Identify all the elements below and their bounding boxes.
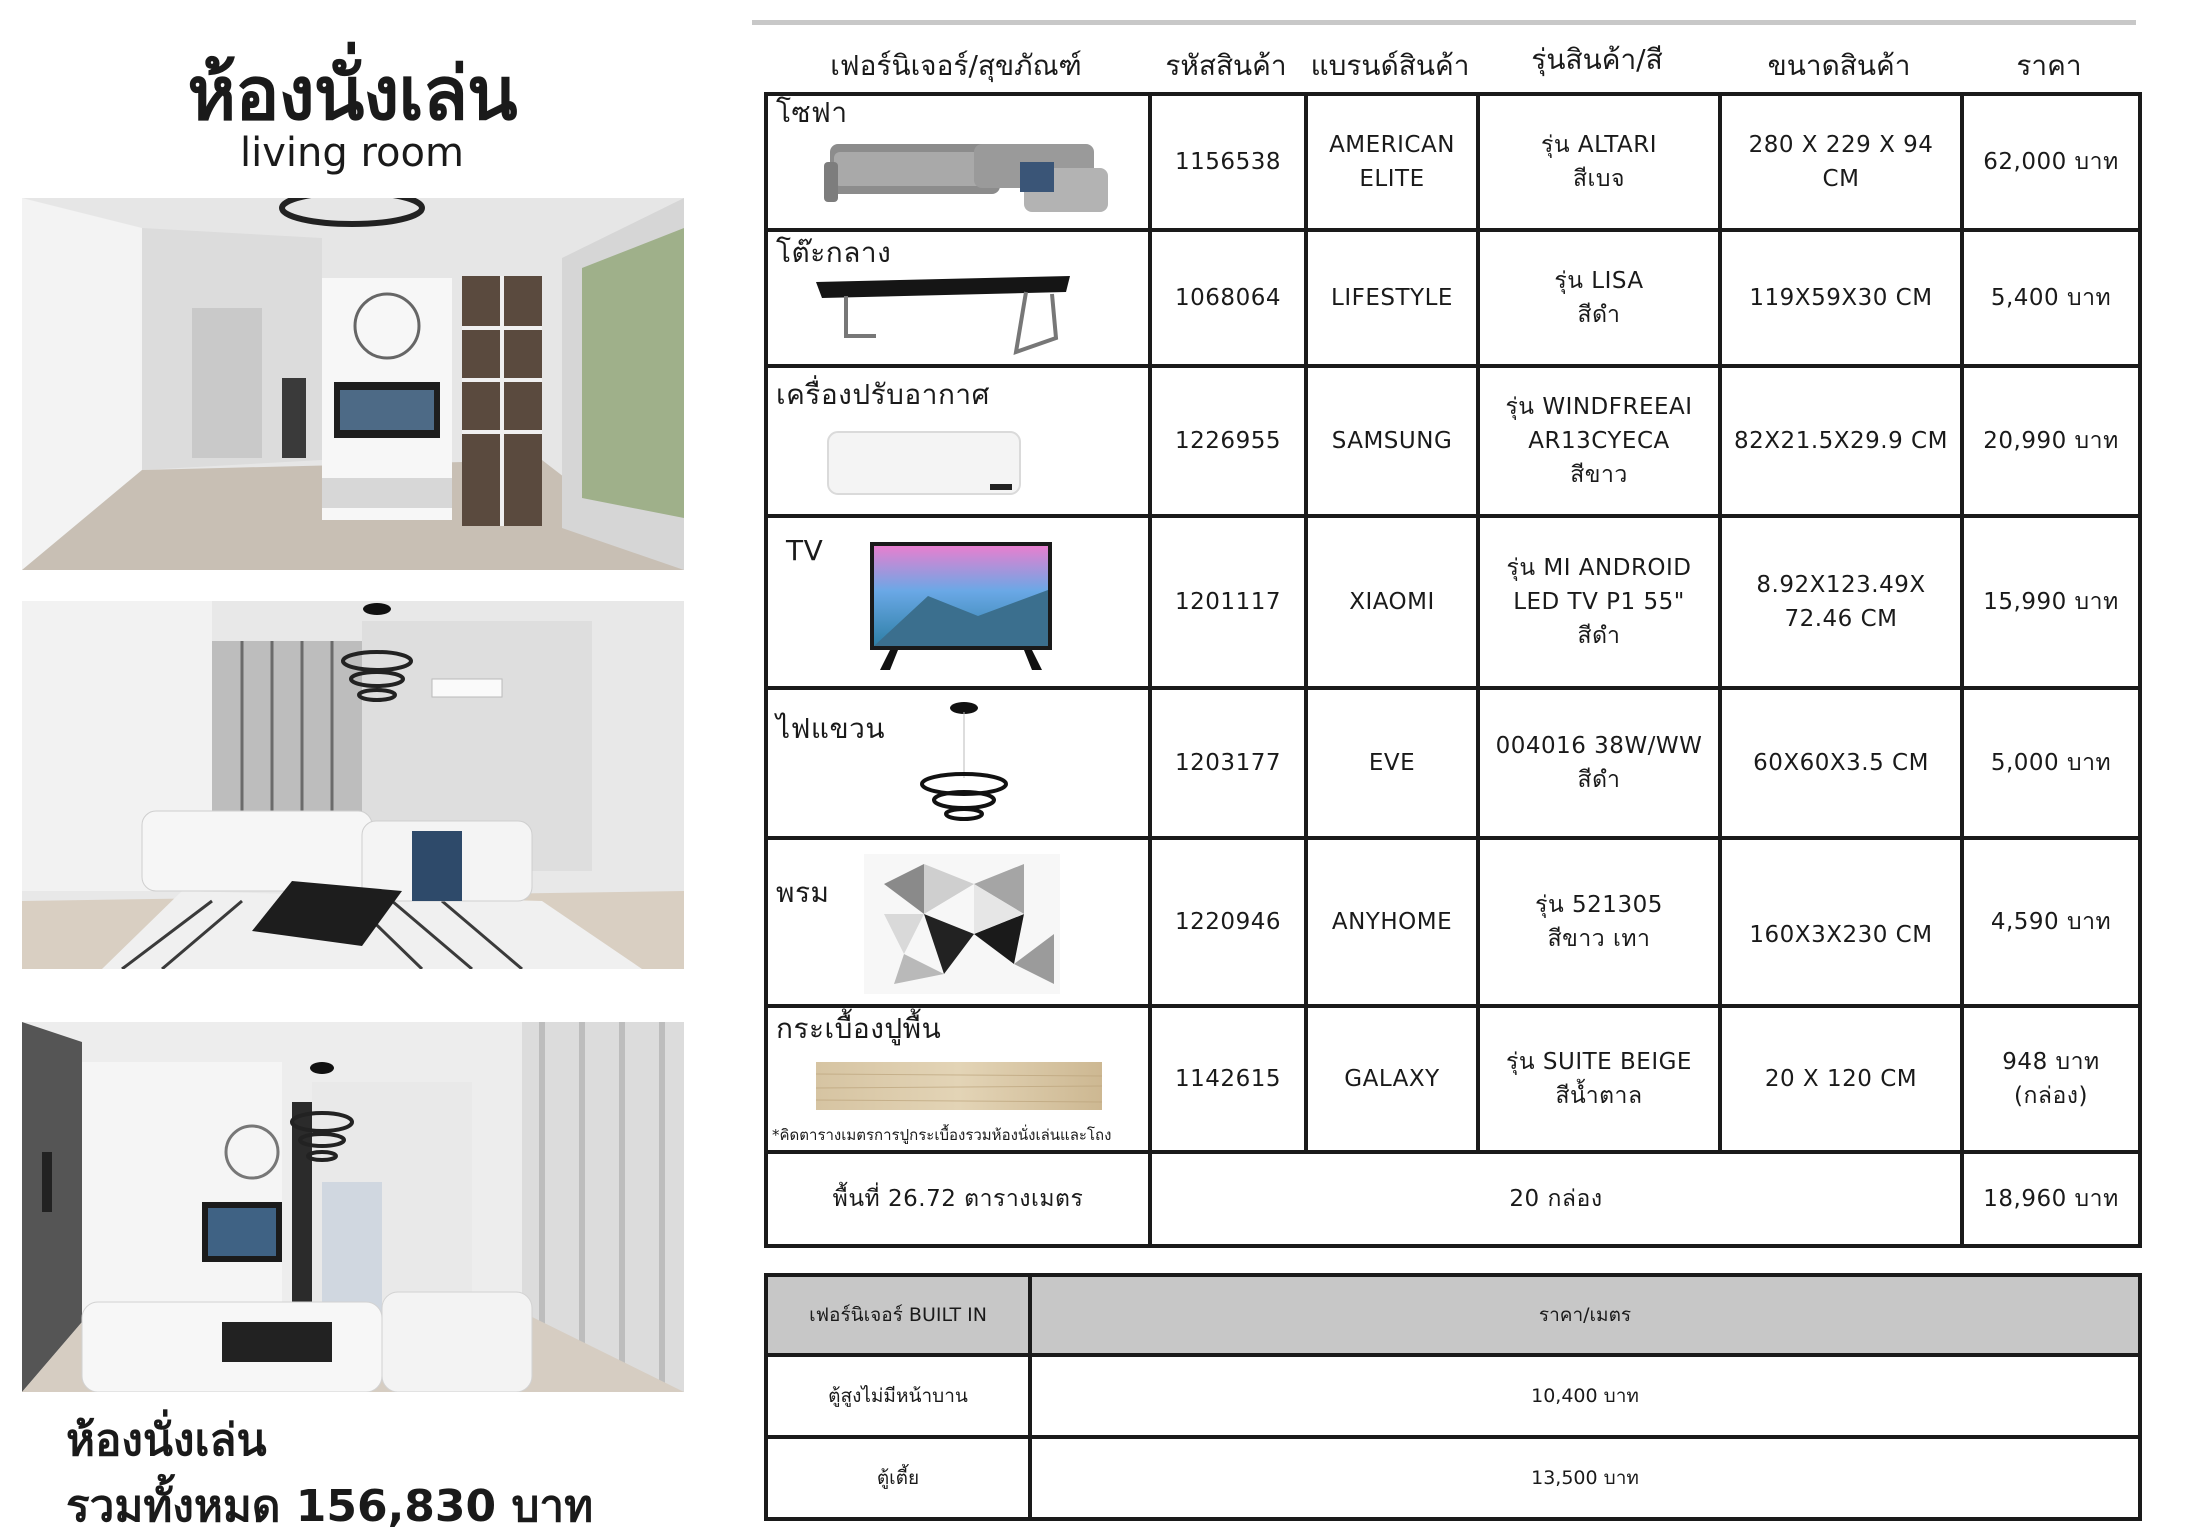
brand-cell: LIFESTYLE [1306,230,1478,366]
model-line: รุ่น ALTARI [1540,132,1658,158]
item-name: โต๊ะกลาง [776,236,892,269]
size-line: 72.46 CM [1784,606,1898,632]
model-cell [1478,230,1720,366]
rug-image [864,854,1060,994]
room-photo-tv-wall [22,198,684,570]
product-code: 1156538 [1150,94,1306,230]
price-cell [1962,1006,2140,1152]
price-cell: 15,990 บาท [1962,516,2140,688]
builtin-header-item: เฟอร์นิเจอร์ BUILT IN [766,1275,1030,1355]
item-cell [766,516,1150,688]
size-cell [1720,94,1962,230]
builtin-header-row [766,1275,2140,1355]
room-photo-sofa [22,601,684,969]
item-cell [766,838,1150,1006]
floor-tile-image [816,1062,1102,1112]
col-header-price: ราคา [2016,49,2082,82]
page-subtitle: living room [240,130,464,176]
model-cell [1478,1006,1720,1152]
room-total [66,1408,593,1540]
price-cell: 5,000 บาท [1962,688,2140,838]
sofa-image [824,122,1114,222]
model-line: รุ่น MI ANDROID [1506,555,1692,581]
tile-note: *คิดตารางเมตรการปูกระเบื้องรวมห้องนั่งเล่นและโถง [772,1126,1112,1144]
brand-line: AMERICAN [1329,132,1455,158]
brand-cell: SAMSUNG [1306,366,1478,516]
model-cell [1478,94,1720,230]
item-cell [766,688,1150,838]
pendant-lamp-image [908,698,1018,828]
builtin-row [766,1355,2140,1437]
table-row-floor-tile [766,1006,2140,1152]
table-row-area-summary [766,1152,2140,1246]
model-line: สีขาว [1570,462,1628,488]
area-price: 18,960 บาท [1962,1152,2140,1246]
page-title: ห้องนั่งเล่น [187,51,517,137]
price-line: 948 บาท [2002,1049,2100,1075]
product-code: 1203177 [1150,688,1306,838]
model-cell [1478,366,1720,516]
size-cell: 160X3X230 CM [1720,838,1962,1006]
model-line: สีเบจ [1573,166,1625,192]
price-line: (กล่อง) [2013,1083,2088,1109]
item-cell [766,230,1150,366]
table-row-tv [766,516,2140,688]
model-cell [1478,516,1720,688]
brand-cell: GALAXY [1306,1006,1478,1152]
size-cell: 119X59X30 CM [1720,230,1962,366]
product-code: 1068064 [1150,230,1306,366]
model-line: 004016 38W/WW [1495,733,1703,759]
size-cell: 60X60X3.5 CM [1720,688,1962,838]
furniture-table [764,92,2142,1248]
builtin-item: ตู้เตี้ย [766,1437,1030,1519]
item-cell [766,366,1150,516]
price-cell: 20,990 บาท [1962,366,2140,516]
coffee-table-image [816,272,1070,358]
brand-cell: XIAOMI [1306,516,1478,688]
model-line: สีดำ [1577,767,1621,793]
room-photo-perspective [22,1022,684,1392]
brand-cell: EVE [1306,688,1478,838]
model-line: AR13CYECA [1528,428,1670,454]
item-cell [766,1006,1150,1152]
area-quantity: 20 กล่อง [1150,1152,1962,1246]
price-cell: 5,400 บาท [1962,230,2140,366]
model-line: สีขาว เทา [1547,926,1651,952]
tv-image [868,540,1054,674]
col-header-model: รุ่นสินค้า/สี [1531,43,1663,76]
air-conditioner-image [826,430,1022,498]
top-divider [752,20,2136,25]
size-cell [1720,516,1962,688]
table-row-coffee-table [766,230,2140,366]
model-cell [1478,838,1720,1006]
product-code: 1220946 [1150,838,1306,1006]
item-name: โซฟา [776,96,848,129]
model-line: สีดำ [1577,302,1621,328]
table-row-air-conditioner [766,366,2140,516]
summary-total-price: รวมทั้งหมด 156,830 บาท [66,1481,594,1532]
size-cell: 82X21.5X29.9 CM [1720,366,1962,516]
builtin-header-price: ราคา/เมตร [1030,1275,2140,1355]
item-name: TV [786,534,824,567]
price-cell: 62,000 บาท [1962,94,2140,230]
table-row-sofa [766,94,2140,230]
model-line: รุ่น LISA [1554,268,1644,294]
size-cell: 20 X 120 CM [1720,1006,1962,1152]
col-header-item: เฟอร์นิเจอร์/สุขภัณฑ์ [830,49,1082,82]
size-line: 8.92X123.49X [1756,572,1926,598]
model-cell [1478,688,1720,838]
brand-cell: ANYHOME [1306,838,1478,1006]
builtin-price: 13,500 บาท [1030,1437,2140,1519]
col-header-brand: แบรนด์สินค้า [1310,49,1470,82]
item-cell [766,94,1150,230]
size-line: 280 X 229 X 94 [1748,132,1934,158]
item-name: เครื่องปรับอากาศ [776,378,990,411]
item-name: กระเบื้องปูพื้น [776,1012,942,1045]
col-header-size: ขนาดสินค้า [1767,49,1911,82]
model-line: LED TV P1 55" [1513,589,1685,615]
brand-cell [1306,94,1478,230]
table-row-rug [766,838,2140,1006]
model-line: สีน้ำตาล [1555,1083,1643,1109]
model-line: รุ่น 521305 [1535,892,1663,918]
builtin-furniture-table [764,1273,2142,1521]
table-row-pendant-lamp [766,688,2140,838]
product-code: 1142615 [1150,1006,1306,1152]
col-header-code: รหัสสินค้า [1165,49,1287,82]
model-line: รุ่น WINDFREEAI [1505,394,1693,420]
item-name: พรม [776,876,830,909]
size-line: CM [1822,166,1860,192]
product-code: 1226955 [1150,366,1306,516]
builtin-price: 10,400 บาท [1030,1355,2140,1437]
area-label: พื้นที่ 26.72 ตารางเมตร [766,1152,1150,1246]
model-line: รุ่น SUITE BEIGE [1506,1049,1692,1075]
item-name: ไฟแขวน [776,712,885,745]
product-code: 1201117 [1150,516,1306,688]
brand-line: ELITE [1359,166,1425,192]
builtin-row [766,1437,2140,1519]
builtin-item: ตู้สูงไม่มีหน้าบาน [766,1355,1030,1437]
model-line: สีดำ [1577,623,1621,649]
summary-room-name: ห้องนั่งเล่น [66,1415,267,1466]
price-cell: 4,590 บาท [1962,838,2140,1006]
